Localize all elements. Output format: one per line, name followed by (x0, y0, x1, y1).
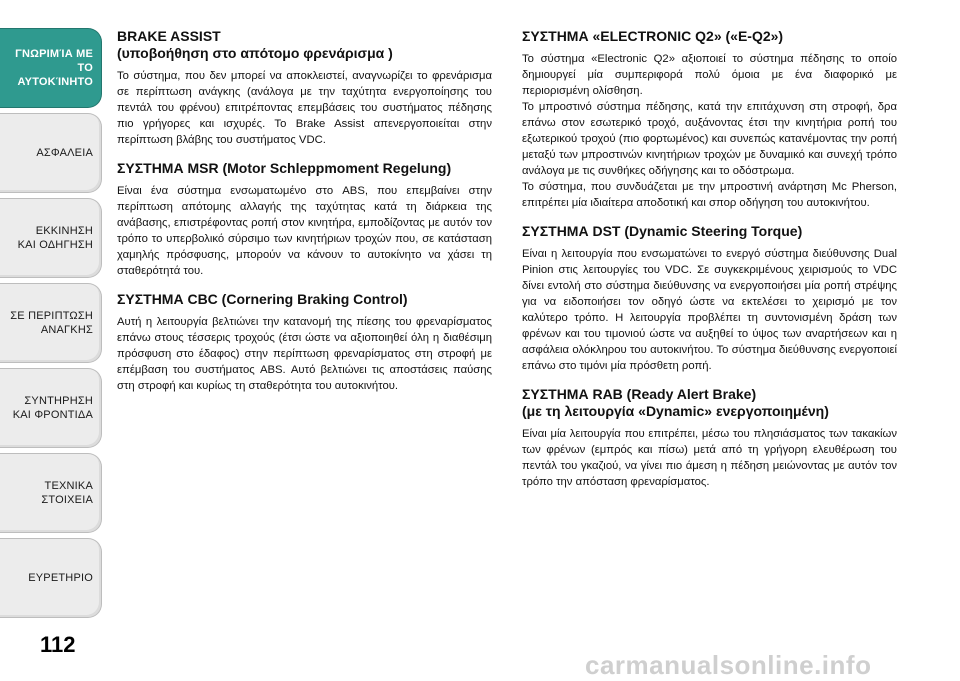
section-text: Το μπροστινό σύστημα πέδησης, κατά την επιτάχυνση στη στροφή, δρα επάνω στον εσωτερικό τροχό, αυξάνοντας έτσι την κινητήρια ροπή του εξωτερικού τροχού (πιο φορτωμένος) και συνεπώς κατανέμοντας την ροπή μεταξύ των μπροστινών κινητήριων τροχών με δυναμικό και συνεχή τρόπο ανάλογα με τις συνθήκες οδήγησης και το οδόστρωμα. (522, 101, 897, 177)
section-brake-assist (117, 28, 492, 148)
tab-label: ΕΥΡΕΤΗΡΙΟ (28, 572, 93, 584)
section-text: Είναι μία λειτουργία που επιτρέπει, μέσω του πλησιάσματος των τακακίων των φρένων (εμπρός και πίσω) μετά από τη γρήγορη ελευθέρωση του πεντάλ του γκαζιού, να γίνει πιο άμεση η πέδηση μειώνοντας με αυτόν τον τρόπο την απόσταση φρεναρίσματος. (522, 428, 897, 488)
section-text: Είναι η λειτουργία που ενσωματώνει το ενεργό σύστημα διεύθυνσης Dual Pinion στις λειτουργίες του VDC. Σε συγκεκριμένους χειρισμούς το VDC δίνει εντολή στο σύστημα διεύθυνσης να ενεργοποιήσει μία ροπή στρέψης για να ειδοποιήσει τον οδηγό ώστε να εκτελέσει το χειρισμό με τον καλύτερο τρόπο. Η λειτουργία προβλέπει τη συντονισμένη δράση των φρένων και του τιμονιού ώστε να αυξηθεί το ύψος των αναρτήσεων και η ασφάλεια ολόκληρου του αυτοκινήτου. Το σύστημα διεύθυνσης ενεργοποιεί επάνω στο τιμόνι μία πρόσθετη ροπή. (522, 248, 897, 372)
section-text: Το σύστημα, που δεν μπορεί να αποκλειστεί, αναγνωρίζει το φρενάρισμα σε περίπτωση ανάγκης (ανάλογα με την ταχύτητα ενεργοποίησης του πεντάλ του φρένου) επιτρέποντας επεμβάσεις του συστήματος πέδησης πιο γρήγορες και ισχυρές. Το Brake Assist απενεργοποιείται στην περίπτωση βλάβης του συστήματος VDC. (117, 70, 492, 146)
chapter-tabs (0, 28, 102, 623)
section-text: Το σύστημα «Electronic Q2» αξιοποιεί το σύστημα πέδησης το οποίο δημιουργεί μία συμπεριφορά πολύ όμοια με ένα διαφορικό με περιορισμένη ολίσθηση. (522, 53, 897, 97)
section-electronic-q2 (522, 28, 897, 211)
tab-maintenance[interactable] (0, 368, 102, 448)
section-text: Το σύστημα, που συνδυάζεται με την μπροστινή ανάρτηση Mc Pherson, επιτρέπει μία ιδιαίτερα αποδοτική και σπορ οδήγηση του αυτοκινήτου. (522, 181, 897, 209)
tab-label: ΕΚΚΙΝΗΣΗ ΚΑΙ ΟΔΗΓΗΣΗ (17, 225, 93, 251)
tab-safety[interactable] (0, 113, 102, 193)
watermark: carmanualsonline.info (585, 650, 872, 680)
tab-label: ΓΝΩΡΙΜΊΑ ΜΕ ΤΟ ΑΥΤΟΚΊΝΗΤΟ (15, 48, 93, 88)
section-heading: ΣΥΣΤΗΜΑ «ELECTRONIC Q2» («E-Q2») (522, 28, 784, 44)
section-cbc (117, 291, 492, 394)
right-column (522, 28, 897, 502)
tab-label: ΤΕΧΝΙΚΑ ΣΤΟΙΧΕΙΑ (41, 480, 93, 506)
section-dst (522, 223, 897, 374)
section-heading: ΣΥΣΤΗΜΑ MSR (Motor Schleppmoment Regelung) (117, 160, 452, 176)
section-heading: ΣΥΣΤΗΜΑ CBC (Cornering Braking Control) (117, 291, 408, 307)
section-heading: BRAKE ASSIST (υποβοήθηση στο απότομο φρενάρισμα ) (117, 28, 393, 61)
section-msr (117, 160, 492, 279)
tab-getting-to-know-car[interactable] (0, 28, 102, 108)
tab-emergency[interactable] (0, 283, 102, 363)
section-text: Είναι ένα σύστημα ενσωματωμένο στο ABS, που επεμβαίνει στην περίπτωση απότομης αλλαγής της ταχύτητας κατά τη διάρκεια της ανάβασης, επιστρέφοντας ροπή στον κινητήρα, εμποδίζοντας με αυτόν τον τρόπο το υπερβολικό σύρσιμο των κινητήριων τροχών που, σε κατάσταση χαμηλής πρόσφυσης, μπορούν να κάνουν το αυτοκίνητο να χάσει τη σταθερότητά του. (117, 185, 492, 277)
tab-label: ΣΕ ΠΕΡΙΠΤΩΣΗ ΑΝΑΓΚΗΣ (10, 310, 93, 336)
left-column (117, 28, 492, 406)
page-number: 112 (40, 632, 76, 657)
section-heading: ΣΥΣΤΗΜΑ DST (Dynamic Steering Torque) (522, 223, 803, 239)
tab-starting-driving[interactable] (0, 198, 102, 278)
section-heading: ΣΥΣΤΗΜΑ RAB (Ready Alert Brake) (με τη λειτουργία «Dynamic» ενεργοποιημένη) (522, 386, 829, 419)
tab-index[interactable] (0, 538, 102, 618)
tab-label: ΑΣΦΑΛΕΙΑ (36, 147, 93, 159)
tab-label: ΣΥΝΤΗΡΗΣΗ ΚΑΙ ΦΡΟΝΤΙΔΑ (12, 395, 93, 421)
section-text: Αυτή η λειτουργία βελτιώνει την κατανομή της πίεσης του φρεναρίσματος επάνω στους τέσσερις τροχούς (έτσι ώστε να αξιοποιηθεί όλη η διαθέσιμη πρόσφυση στο έδαφος) στην περίπτωση φρεναρίσματος στη στροφή με επέμβαση του συστήματος ABS. Αυτό βελτιώνει τις αποστάσεις παύσης στη στροφή και κυρίως τη σταθερότητα του αυτοκινήτου. (117, 316, 492, 392)
tab-technical-data[interactable] (0, 453, 102, 533)
section-rab (522, 386, 897, 490)
